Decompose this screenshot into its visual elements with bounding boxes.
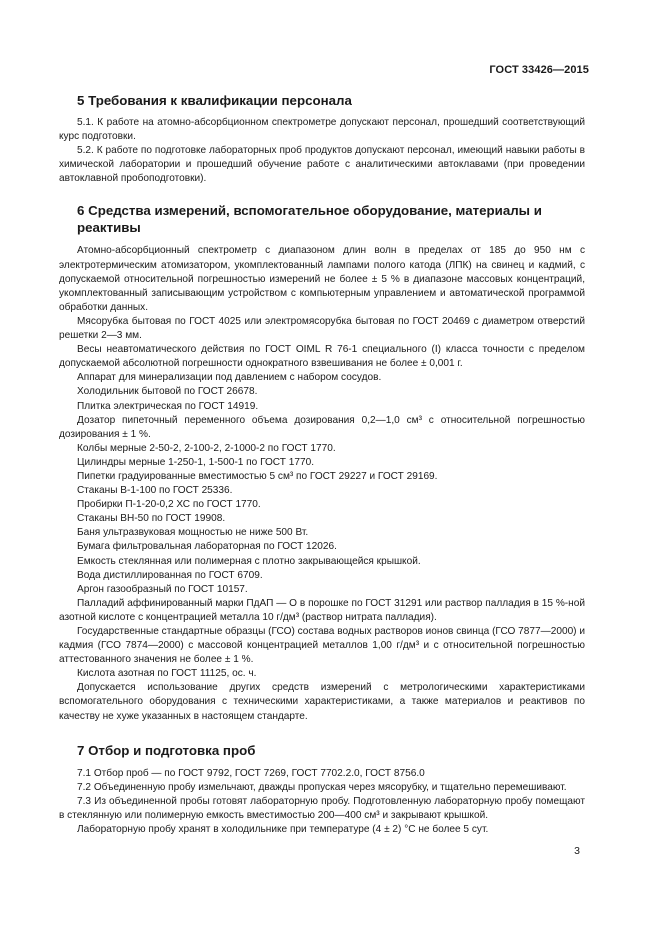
list-item: Пробирки П-1-20-0,2 ХС по ГОСТ 1770. — [77, 499, 261, 511]
list-item: Кислота азотная по ГОСТ 11125, ос. ч. — [77, 668, 257, 680]
list-item: Баня ультразвуковая мощностью не ниже 500 Вт. — [77, 527, 309, 539]
list-item: Мясорубка бытовая по ГОСТ 4025 или электромясорубка бытовая по ГОСТ 20469 с диаметром отверстий решетки 2—3 мм. — [59, 315, 585, 342]
paragraph-5-1: 5.1. К работе на атомно-абсорбционном спектрометре допускают персонал, прошедший соответствующий курс подготовки. — [59, 117, 585, 143]
list-item: Допускается использование других средств измерений с метрологическими характеристиками вспомогательного оборудования с техническими характеристиками, а также материалов и реактивов по качеству не хуже указанных в настоящем стандарте. — [59, 682, 585, 722]
page-number: 3 — [574, 845, 580, 857]
paragraph-7-3: 7.3 Из объединенной пробы готовят лабораторную пробу. Подготовленную лабораторную пробу помещают в стеклянную или полимерную емкость вместимостью 200—400 см³ и закрывают крышкой. — [59, 795, 585, 821]
list-item: Аргон газообразный по ГОСТ 10157. — [77, 583, 248, 595]
list-item: Весы неавтоматического действия по ГОСТ OIML R 76-1 специального (I) класса точности с пределом допускаемой абсолютной погрешности однократного взвешивания не более ± 0,001 г. — [59, 344, 585, 370]
list-item: Цилиндры мерные 1-250-1, 1-500-1 по ГОСТ 1770. — [77, 456, 314, 468]
list-item: Стаканы ВН-50 по ГОСТ 19908. — [77, 513, 226, 525]
list-item: Дозатор пипеточный переменного объема дозирования 0,2—1,0 см³ с относительной погрешностью дозирования ± 1 %. — [59, 414, 585, 440]
list-item: Бумага фильтровальная лабораторная по ГОСТ 12026. — [77, 541, 337, 553]
page-content — [59, 92, 585, 837]
list-item: Холодильник бытовой по ГОСТ 26678. — [77, 386, 258, 398]
list-item: Пипетки градуированные вместимостью 5 см³ по ГОСТ 29227 и ГОСТ 29169. — [77, 470, 438, 482]
list-item: Вода дистиллированная по ГОСТ 6709. — [77, 569, 263, 581]
list-item: Государственные стандартные образцы (ГСО) состава водных растворов ионов свинца (ГСО 7877—2000) и кадмия (ГСО 7874—2000) с массовой концентрацией металлов 1,00 г/дм³ и с относительной погрешностью аттестованного значения не более ± 1 %. — [59, 626, 585, 666]
paragraph-7-4: Лабораторную пробу хранят в холодильнике при температуре (4 ± 2) °C не более 5 сут. — [77, 824, 489, 836]
section-6-heading: 6 Средства измерений, вспомогательное оборудование, материалы и реактивы — [77, 203, 542, 236]
paragraph-7-2: 7.2 Объединенную пробу измельчают, дважды пропуская через мясорубку, и тщательно перемешивают. — [77, 781, 567, 793]
list-item: Колбы мерные 2-50-2, 2-100-2, 2-1000-2 по ГОСТ 1770. — [77, 442, 336, 454]
list-item: Емкость стеклянная или полимерная с плотно закрывающейся крышкой. — [77, 555, 421, 567]
paragraph-5-2: 5.2. К работе по подготовке лабораторных проб продуктов допускают персонал, имеющий навыки работы в химической лаборатории и прошедший обучение работе с аналитическими автоклавами (при проведении автоклавной пробоподготовки). — [59, 145, 585, 185]
list-item: Аппарат для минерализации под давлением с набором сосудов. — [77, 372, 382, 384]
list-item: Стаканы В-1-100 по ГОСТ 25336. — [77, 485, 233, 497]
list-item: Палладий аффинированный марки ПдАП — О в порошке по ГОСТ 31291 или раствор палладия в 15 %-ной азотной кислоте с концентрацией металла 10 г/дм³ (раствор нитрата палладия). — [59, 597, 585, 623]
document-code: ГОСТ 33426—2015 — [489, 64, 589, 76]
list-item: Плитка электрическая по ГОСТ 14919. — [77, 400, 259, 412]
list-item: Атомно-абсорбционный спектрометр с диапазоном длин волн в пределах от 185 до 950 нм с электротермическим атомизатором, укомплектованный лампами полого катода (ЛПК) на свинец и кадмий, с допускаемой относительной погрешностью измерений не более ± 5 % в диапазоне массовых концентраций, укомплектованный записывающим устройством с компьютерным управлением и автоматической программой обработки данных. — [59, 245, 585, 313]
paragraph-7-1: 7.1 Отбор проб — по ГОСТ 9792, ГОСТ 7269, ГОСТ 7702.2.0, ГОСТ 8756.0 — [77, 767, 425, 779]
section-5-heading: 5 Требования к квалификации персонала — [77, 93, 352, 108]
section-7-heading: 7 Отбор и подготовка проб — [77, 742, 256, 758]
